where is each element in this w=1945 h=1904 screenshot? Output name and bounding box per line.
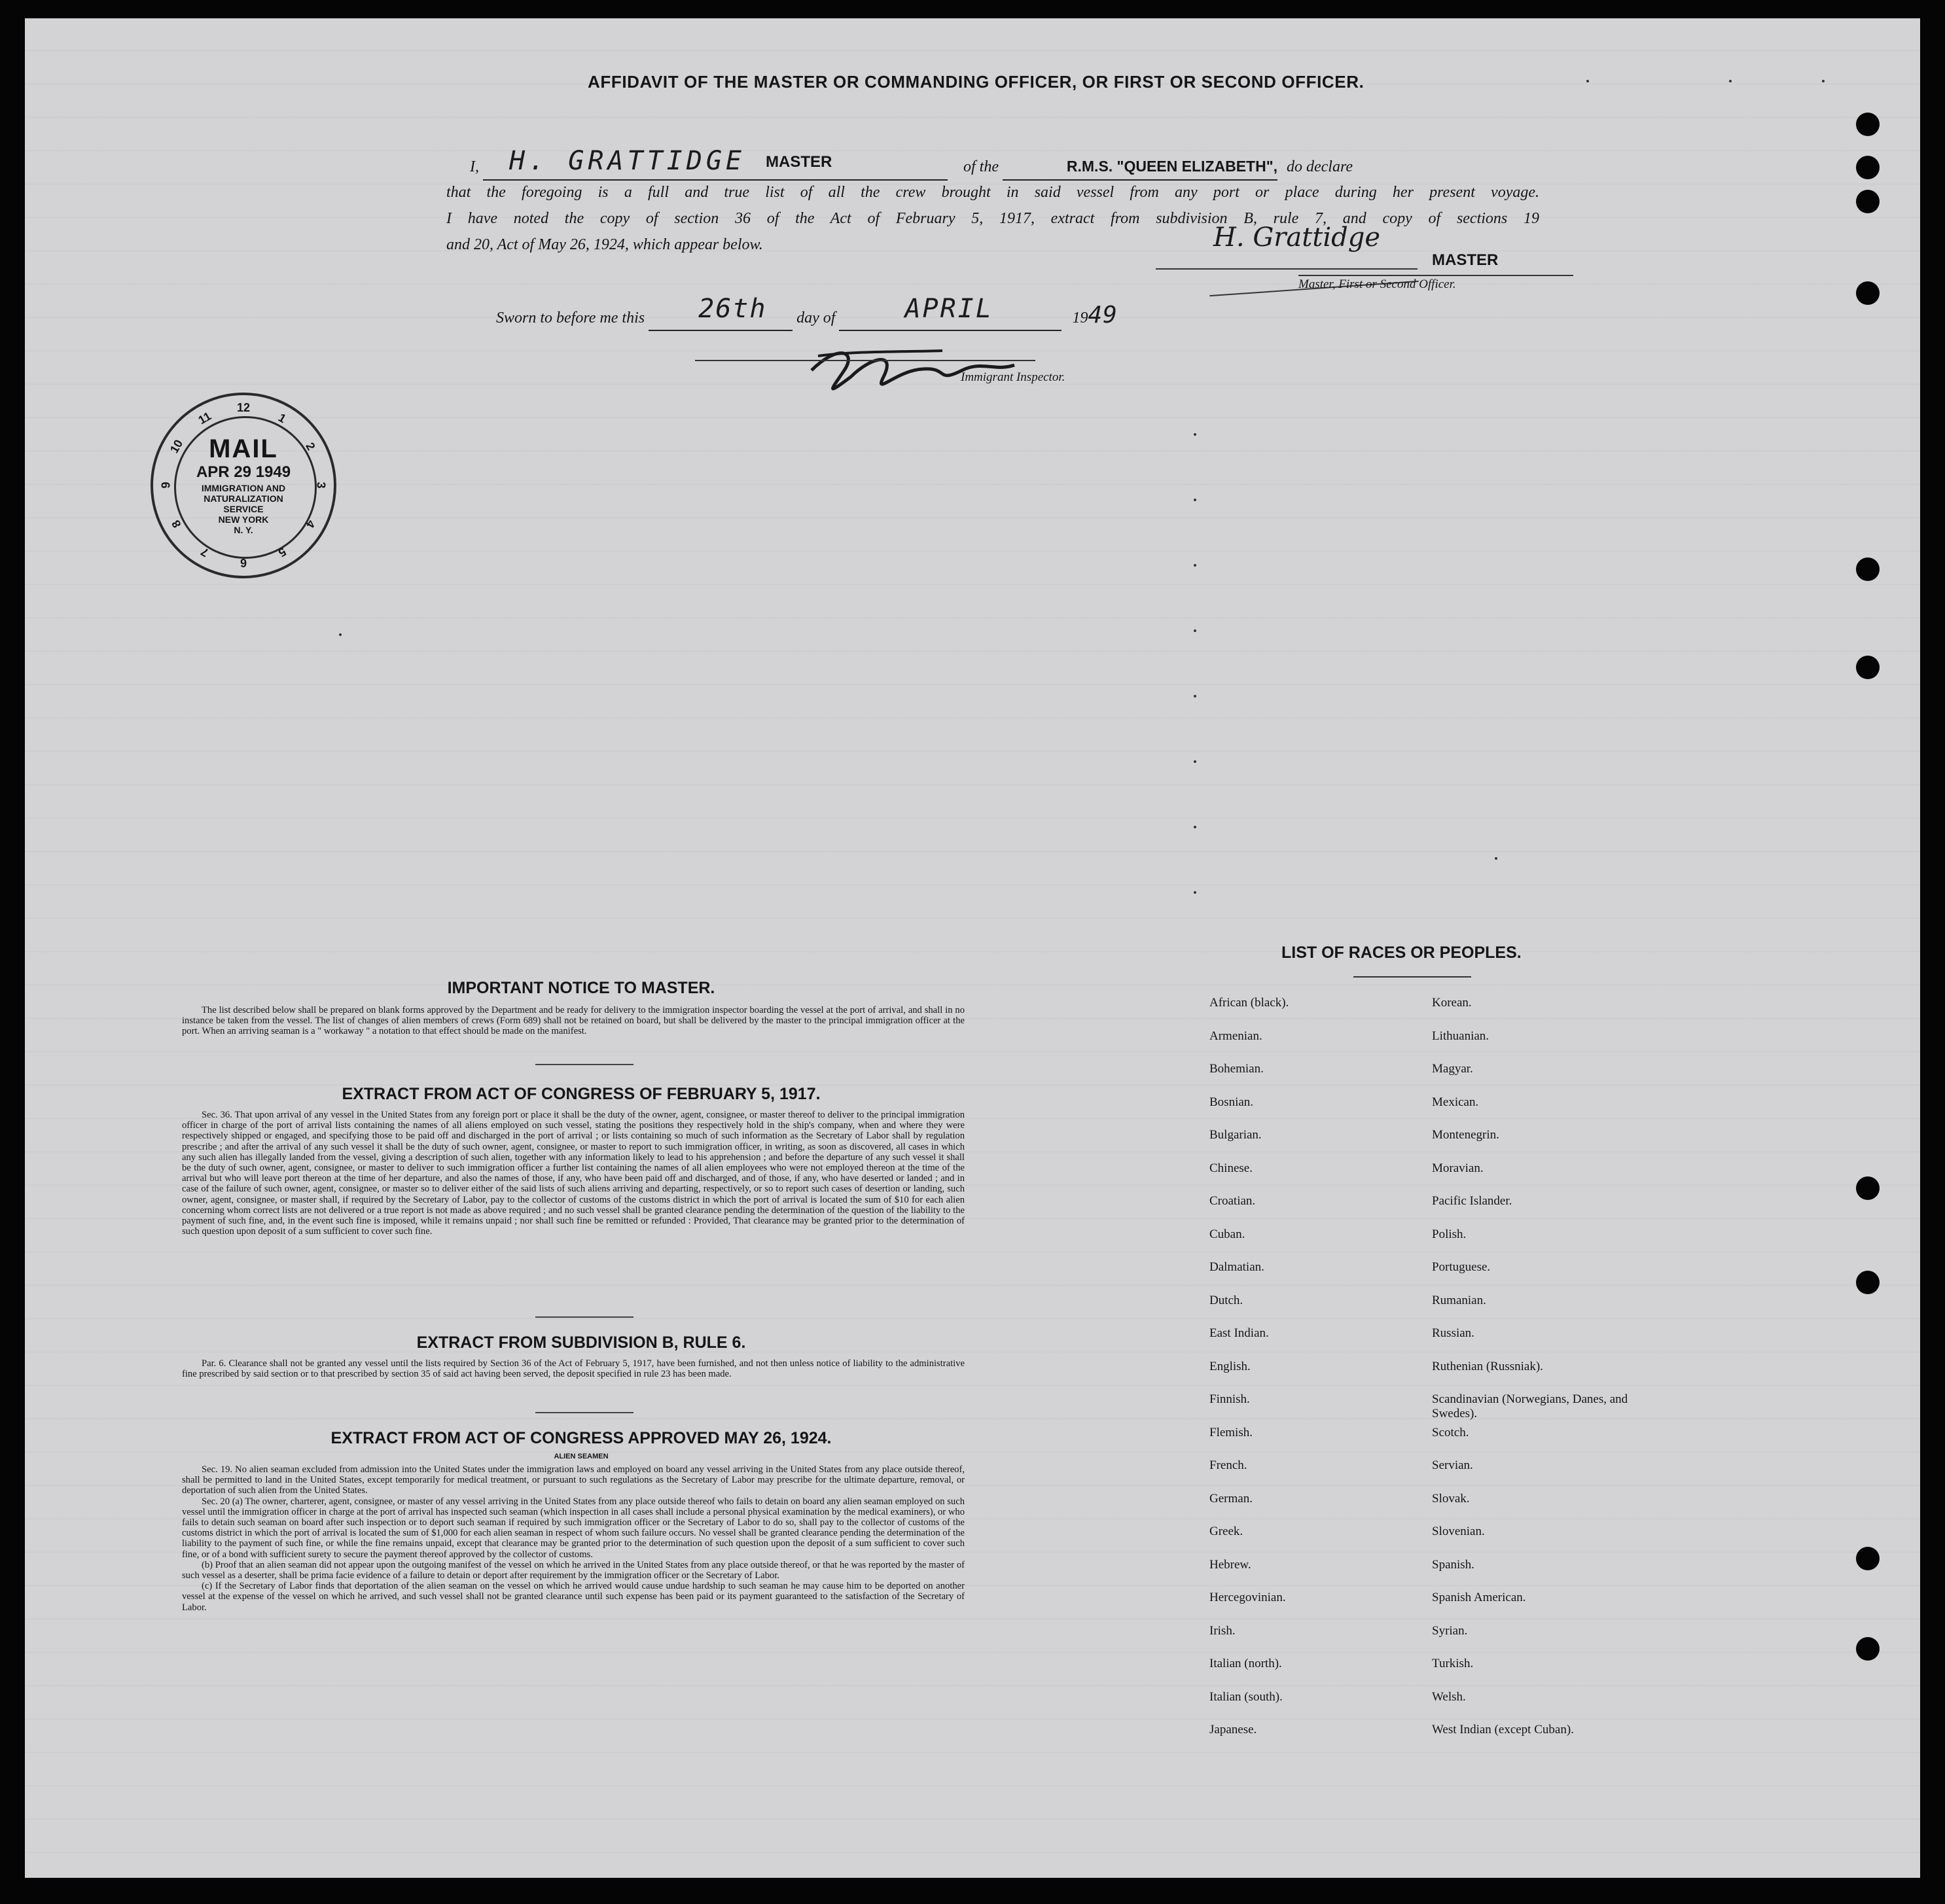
race-item: Irish. xyxy=(1209,1623,1236,1638)
stamp-line-7: N. Y. xyxy=(234,525,253,535)
binder-hole xyxy=(1856,281,1880,305)
notice-text: The list described below shall be prepared on blank forms approved by the Department and be ready for delivery to the immigration inspector boarding the vessel at the port of arrival, and shall in no instance be taken from the vessel. The list of changes of alien members of crews (Form 689) shall not be retained on board, but shall be delivered by the master to the principal immigration officer at the port. When an arriving seaman is a " workaway " a notation to that effect should be made on the manifest. xyxy=(182,1005,965,1037)
name-handwritten: H. GRATTIDGE xyxy=(509,146,745,176)
sworn-day-field xyxy=(649,294,793,331)
subdivision-text: Par. 6. Clearance shall not be granted any vessel until the lists required by Section 36 of the Act of February 5, 1917, have been furnished, and not then unless notice of liability to the administrative fine prescribed by said section or to that prescribed by section 35 of said act having been served, the deposit specified in rule 23 has been made. xyxy=(182,1358,965,1380)
subdivision-title: EXTRACT FROM SUBDIVISION B, RULE 6. xyxy=(416,1333,746,1352)
extract-1917-divider xyxy=(535,1316,633,1318)
races-title: LIST OF RACES OR PEOPLES. xyxy=(1281,943,1522,962)
declaration-line-2: that the foregoing is a full and true list of all the crew brought in said vessel from any port or place during her present voyage. xyxy=(446,184,1539,201)
race-item: Scotch. xyxy=(1432,1425,1469,1439)
sworn-line xyxy=(496,294,1216,331)
inspector-signature xyxy=(798,331,1073,403)
signature-rank: MASTER xyxy=(1432,251,1499,269)
race-item: Bulgarian. xyxy=(1209,1128,1262,1142)
sec-20b-text: (b) Proof that an alien seaman did not appear upon the outgoing manifest of the vessel on which he arrived in the United States from any place outside thereof, or that he was reported by the master of such vessel as a deserter, shall be prima facie evidence of a failure to detain or deport after requirement by the immigration officer or the Secretary of Labor. xyxy=(182,1559,965,1581)
race-item: French. xyxy=(1209,1458,1247,1472)
race-item: Italian (north). xyxy=(1209,1657,1282,1670)
race-item: Chinese. xyxy=(1209,1161,1253,1175)
race-item: Cuban. xyxy=(1209,1227,1245,1241)
race-item: Spanish. xyxy=(1432,1557,1474,1572)
race-item: Syrian. xyxy=(1432,1623,1468,1638)
declaration-line-4: and 20, Act of May 26, 1924, which appear below. xyxy=(446,236,763,253)
race-item: Servian. xyxy=(1432,1458,1473,1472)
race-item: Magyar. xyxy=(1432,1062,1473,1076)
binder-hole xyxy=(1856,1271,1880,1294)
sec-19-text: Sec. 19. No alien seaman excluded from admission into the United States under the immigration laws and employed on board any vessel arriving in the United States from any place outside thereof, shall be permitted to land in the United States, except temporarily for medical treatment, or pursuant to such regulations as the Secretary of Labor may prescribe for the ultimate departure, removal, or deportation of such alien from the United States. xyxy=(182,1464,965,1496)
extract-1917-text: Sec. 36. That upon arrival of any vessel in the United States from any foreign port or place it shall be the duty of the owner, agent, consignee, or master thereof to deliver to the principal immigration officer in charge of the port of arrival lists containing the names of all aliens employed on such vessel, stating the positions they respectively hold in the ship's company, when and where they were respectively shipped or engaged, and specifying those to be paid off and discharged in the port of arrival ; or lists containing so much of such information as the Secretary of Labor shall by regulation prescribe ; and after the arrival of any such vessel it shall be the duty of such owner, agent, consignee, or master to report to such immigration officer, in writing, as soon as discovered, all cases in which any such alien has illegally landed from the vessel, giving a description of such alien, together with any information likely to lead to his apprehension ; and before the departure of any such vessel it shall be the duty of such owner, agent, consignee, or master to deliver to such immigration officer a further list containing the names of all alien employees who were not employed thereon at the time of the arrival but who will leave port thereon at the time of her departure, and also the names of those, if any, who have been paid off and discharged, and of those, if any, who have deserted or landed ; and in case of the failure of such owner, agent, consignee, or master so to deliver either of the said lists of such aliens arriving and departing, respectively, or so to report such cases of desertion or landing, such owner, agent, consignee, or master shall, if required by the Secretary of Labor, pay to the collector of customs of the customs district in which the port of arrival is located the sum of $10 for each alien concerning whom correct lists are not delivered or a true report is not made as above required ; and no such vessel shall be granted clearance pending the determination of the question of the liability to the payment of such fine, and, in the event such fine is imposed, while it remains unpaid ; nor shall such fine be remitted or refunded : Provided, That clearance may be granted prior to the determination of such question upon deposit of a sum sufficient to cover such fine. xyxy=(182,1110,965,1237)
vessel-name: R.M.S. "QUEEN ELIZABETH", xyxy=(1003,153,1277,181)
race-item: East Indian. xyxy=(1209,1326,1269,1340)
scan-dot xyxy=(1194,629,1196,632)
stamp-ring-number: 12 xyxy=(236,401,251,414)
race-item: Flemish. xyxy=(1209,1425,1253,1439)
i-prefix: I, xyxy=(470,158,479,175)
stamp-line-4: NATURALIZATION xyxy=(204,493,283,504)
signature-line xyxy=(1156,268,1418,270)
race-item: Dalmatian. xyxy=(1209,1260,1264,1274)
race-item: Lithuanian. xyxy=(1432,1029,1490,1043)
binder-hole xyxy=(1856,1176,1880,1200)
scan-dot xyxy=(1194,826,1196,828)
races-title-rule xyxy=(1353,976,1471,978)
race-item: Russian. xyxy=(1432,1326,1474,1340)
sworn-month-field xyxy=(839,294,1062,331)
stamp-ring-number: 8 xyxy=(169,518,184,531)
race-item: Finnish. xyxy=(1209,1392,1250,1406)
race-item: Japanese. xyxy=(1209,1723,1257,1737)
inspector-line xyxy=(695,360,1035,361)
stamp-ring-number: 11 xyxy=(196,409,213,427)
stamp-ring-number: 2 xyxy=(303,440,318,453)
race-item: Bohemian. xyxy=(1209,1062,1264,1076)
binder-hole xyxy=(1856,156,1880,179)
notice-divider xyxy=(535,1064,633,1065)
binder-hole xyxy=(1856,190,1880,213)
sec-20c-text: (c) If the Secretary of Labor finds that deportation of the alien seaman on the vessel on which he arrived would cause undue hardship to such seaman he may cause him to be deported on another vessel at the expense of the vessel on which he arrived, and such vessel shall not be granted clearance until such expense has been paid or its payment guaranteed to the satisfaction of the Secretary of Labor. xyxy=(182,1581,965,1613)
scan-mark xyxy=(1586,80,1589,82)
scan-dot xyxy=(1194,564,1196,567)
race-item: Italian (south). xyxy=(1209,1689,1283,1704)
race-item: Portuguese. xyxy=(1432,1260,1491,1274)
stamp-ring-number: 3 xyxy=(314,482,328,489)
scan-dot xyxy=(339,633,342,636)
sworn-day: 26th xyxy=(698,294,767,324)
scan-dot xyxy=(1194,433,1196,436)
notice-title: IMPORTANT NOTICE TO MASTER. xyxy=(447,979,715,997)
race-item: Turkish. xyxy=(1432,1657,1474,1670)
binder-hole xyxy=(1856,557,1880,581)
of-the-text: of the xyxy=(963,158,999,175)
race-item: Armenian. xyxy=(1209,1029,1262,1043)
extract-1924-title: EXTRACT FROM ACT OF CONGRESS APPROVED MAY 26, 1924. xyxy=(330,1429,832,1447)
race-item: Welsh. xyxy=(1432,1689,1466,1704)
declaration-line-1 xyxy=(470,146,1537,181)
sec-20a-text: Sec. 20 (a) The owner, charterer, agent, consignee, or master of any vessel arriving in the United States from any place outside thereof who fails to detain on board any alien seaman employed on such vessel until the immigration officer in charge at the port of arrival has inspected such seaman (which inspection in all cases shall include a personal physical examination by the medical examiners), or who fails to detain such seaman on board after such inspection or to deport such seaman if required by such immigration officer or the Secretary of Labor to do so, shall pay to the collector of customs of the customs district in which the port of arrival is located the sum of $1,000 for each alien seaman in respect of whom such failure occurs. No vessel shall be granted clearance pending the determination of the liability to the payment of such fine, or while the fine remains unpaid, except that clearance may be granted prior to the determination of such question upon the deposit of a sum sufficient to cover such fine, or of a bond with sufficient surety to secure the payment thereof approved by the collector of customs. xyxy=(182,1496,965,1560)
binder-hole xyxy=(1856,1547,1880,1570)
stamp-ring-number: 5 xyxy=(276,544,289,560)
scan-dot xyxy=(1194,695,1196,697)
scan-dot xyxy=(1194,499,1196,501)
binder-hole xyxy=(1856,113,1880,136)
scan-dot xyxy=(1495,857,1497,860)
signature-caption: Master, First or Second Officer. xyxy=(1298,277,1456,291)
stamp-ring-number: 4 xyxy=(303,518,318,531)
rank-typed: MASTER xyxy=(766,153,832,171)
extract-1924-body xyxy=(182,1464,965,1613)
extract-1917-title: EXTRACT FROM ACT OF CONGRESS OF FEBRUARY 5, 1917. xyxy=(342,1085,821,1103)
stamp-line-6: NEW YORK xyxy=(218,514,269,525)
stamp-line-1: MAIL xyxy=(209,434,278,463)
stamp-ring-number: 1 xyxy=(276,410,289,426)
stamp-line-5: SERVICE xyxy=(223,504,264,514)
scan-dot xyxy=(1194,891,1196,894)
race-item: Mexican. xyxy=(1432,1095,1479,1109)
binder-hole xyxy=(1856,656,1880,679)
race-item: Spanish American. xyxy=(1432,1591,1526,1604)
race-item: Dutch. xyxy=(1209,1293,1243,1307)
day-of-text: day of xyxy=(796,309,836,326)
extract-1924-subtitle: ALIEN SEAMEN xyxy=(554,1453,609,1460)
race-item: Korean. xyxy=(1432,996,1472,1010)
race-item: Ruthenian (Russniak). xyxy=(1432,1359,1543,1373)
scan-dot xyxy=(1194,760,1196,763)
affidavit-title: AFFIDAVIT OF THE MASTER OR COMMANDING OFFICER, OR FIRST OR SECOND OFFICER. xyxy=(588,72,1365,92)
year-prefix: 19 xyxy=(1072,309,1088,326)
sworn-month: APRIL xyxy=(904,294,993,324)
name-field xyxy=(483,146,948,181)
race-item: Hercegovinian. xyxy=(1209,1591,1286,1604)
race-item: Pacific Islander. xyxy=(1432,1194,1512,1208)
do-declare-text: do declare xyxy=(1287,158,1353,175)
stamp-line-2: APR 29 1949 xyxy=(196,463,291,481)
race-item: English. xyxy=(1209,1359,1251,1373)
race-item: Croatian. xyxy=(1209,1194,1256,1208)
declaration-line-3: I have noted the copy of section 36 of the Act of February 5, 1917, extract from subdivision B, rule 7, and copy of sections 19 xyxy=(446,210,1539,227)
sworn-prefix: Sworn to before me this xyxy=(496,309,645,326)
year-suffix: 49 xyxy=(1088,302,1118,328)
scan-mark xyxy=(1729,80,1732,82)
race-item: Rumanian. xyxy=(1432,1293,1486,1307)
binder-hole xyxy=(1856,1637,1880,1661)
inspector-caption: Immigrant Inspector. xyxy=(961,370,1065,384)
caption-line xyxy=(1298,275,1573,276)
race-item: Bosnian. xyxy=(1209,1095,1254,1109)
race-item: Greek. xyxy=(1209,1525,1243,1538)
subdivision-divider xyxy=(535,1412,633,1413)
race-item: Slovak. xyxy=(1432,1491,1470,1506)
race-item: Moravian. xyxy=(1432,1161,1484,1175)
stamp-ring-number: 6 xyxy=(240,556,247,569)
race-item: West Indian (except Cuban). xyxy=(1432,1723,1574,1737)
master-signature: H. Grattidge xyxy=(1213,222,1381,253)
race-item: Montenegrin. xyxy=(1432,1128,1499,1142)
scan-mark xyxy=(1822,80,1825,82)
stamp-line-3: IMMIGRATION AND xyxy=(201,483,286,493)
document-page xyxy=(25,18,1920,1878)
race-item: German. xyxy=(1209,1491,1253,1506)
race-item: Hebrew. xyxy=(1209,1557,1251,1572)
stamp-ring-number: 9 xyxy=(159,482,173,489)
race-item: Polish. xyxy=(1432,1227,1467,1241)
stamp-ring-number: 10 xyxy=(167,437,186,455)
race-item: Scandinavian (Norwegians, Danes, and Swedes). xyxy=(1432,1392,1628,1420)
stamp-ring-number: 7 xyxy=(198,544,211,560)
mail-stamp xyxy=(151,393,336,578)
race-item: Slovenian. xyxy=(1432,1525,1485,1538)
race-item: African (black). xyxy=(1209,996,1289,1010)
